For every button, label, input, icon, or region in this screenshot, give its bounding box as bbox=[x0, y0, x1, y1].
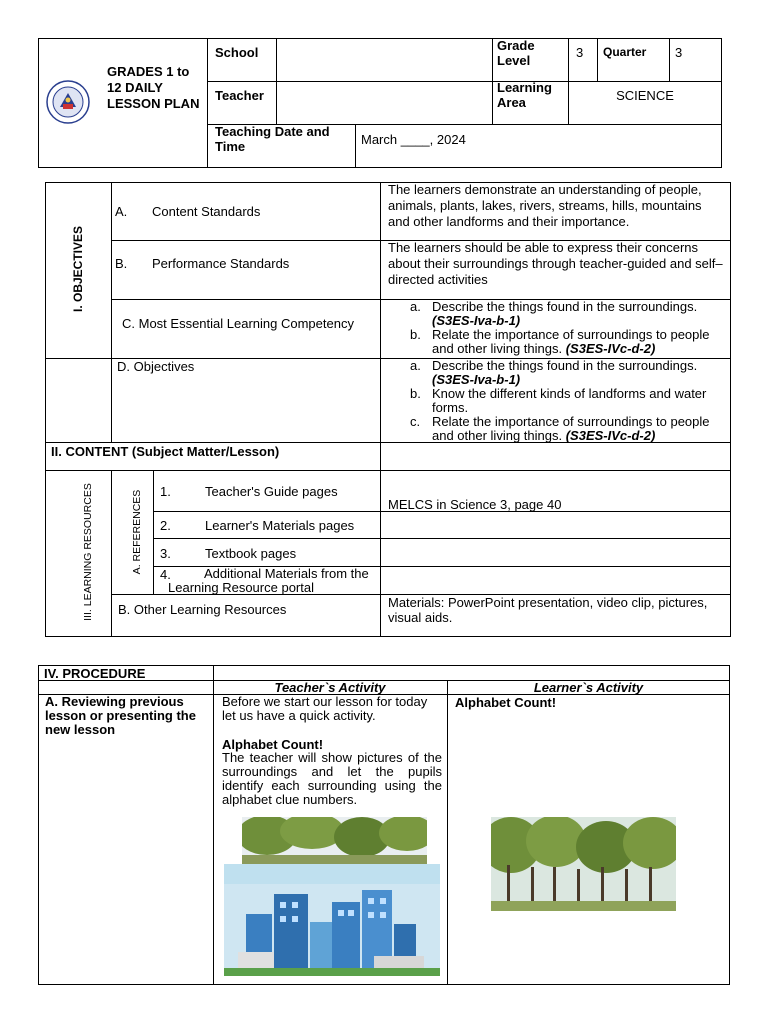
teaching-date-value: March ____, 2024 bbox=[361, 132, 466, 147]
other-resources-value: Materials: PowerPoint presentation, video clip, pictures, visual aids. bbox=[388, 595, 708, 625]
content-standards-marker: A. bbox=[115, 204, 128, 219]
ref-marker-1: 1. bbox=[160, 484, 171, 499]
city-picture bbox=[224, 864, 440, 976]
performance-standards-text: The learners should be able to express their concerns about their surroundings through teacher-guided and self–directed activities bbox=[388, 240, 723, 287]
table-divider bbox=[380, 182, 381, 637]
melc-list bbox=[410, 300, 728, 356]
objectives-d-label: D. Objectives bbox=[117, 359, 195, 374]
header-divider bbox=[276, 38, 277, 124]
learning-area-value: SCIENCE bbox=[616, 88, 674, 103]
table-divider bbox=[111, 182, 112, 442]
performance-standards-label: Performance Standards bbox=[152, 256, 290, 271]
content-label: II. CONTENT (Subject Matter/Lesson) bbox=[51, 444, 280, 459]
quarter-label: Quarter bbox=[603, 45, 647, 59]
trees-picture bbox=[242, 817, 427, 867]
header-divider bbox=[207, 38, 208, 168]
ref-marker-3: 3. bbox=[160, 546, 171, 561]
teacher-intro: Before we start our lesson for today let us have a quick activity. bbox=[222, 694, 428, 723]
content-standards-text: The learners demonstrate an understanding of people, animals, plants, lakes, rivers, streams, hills, mountains and other landforms and their importance. bbox=[388, 182, 702, 229]
procedure-label: IV. PROCEDURE bbox=[44, 666, 146, 681]
objective-item: a. Describe the things found in the surroundings. (S3ES-Iva-b-1) bbox=[410, 358, 698, 387]
header-divider bbox=[669, 38, 670, 81]
procedure-divider bbox=[213, 665, 214, 985]
learner-activity-header: Learner`s Activity bbox=[533, 680, 644, 695]
melc-label: C. Most Essential Learning Competency bbox=[122, 316, 354, 331]
header-divider bbox=[355, 124, 356, 168]
teacher-activity-header: Teacher`s Activity bbox=[274, 680, 386, 695]
ref-label-2: Learner's Materials pages bbox=[205, 518, 355, 533]
header-divider bbox=[207, 81, 722, 82]
ref-marker-4: 4. bbox=[160, 567, 171, 582]
table-divider bbox=[111, 470, 112, 637]
table-divider bbox=[153, 470, 154, 594]
header-divider bbox=[568, 38, 569, 124]
teaching-date-label: Teaching Date and Time bbox=[215, 124, 330, 154]
learning-resources-label: III. LEARNING RESOURCES bbox=[82, 483, 94, 621]
table-divider bbox=[153, 538, 731, 539]
other-resources-label: B. Other Learning Resources bbox=[118, 602, 287, 617]
content-standards-label: Content Standards bbox=[152, 204, 261, 219]
header-divider bbox=[492, 38, 493, 124]
ref-label-1: Teacher's Guide pages bbox=[205, 484, 338, 499]
header-divider bbox=[597, 38, 598, 81]
references-label: A. REFERENCES bbox=[131, 489, 143, 575]
melc-item: b. Relate the importance of surroundings to people and other living things. (S3ES-IVc-d-2) bbox=[410, 327, 710, 356]
learning-area-label: Learning Area bbox=[497, 80, 552, 110]
learner-activity-title: Alphabet Count! bbox=[455, 695, 557, 710]
objective-item: c. Relate the importance of surroundings to people and other living things. (S3ES-IVc-d-2) bbox=[410, 414, 710, 443]
ref-value-1: MELCS in Science 3, page 40 bbox=[388, 497, 562, 512]
grade-level-value: 3 bbox=[576, 45, 584, 60]
teacher-activity-title: Alphabet Count! bbox=[222, 737, 324, 752]
procedure-divider bbox=[447, 680, 448, 985]
teacher-label: Teacher bbox=[215, 88, 264, 103]
deped-seal-icon bbox=[46, 80, 90, 124]
table-divider bbox=[45, 470, 731, 471]
ref-label-3: Textbook pages bbox=[205, 546, 297, 561]
ref-label-4: Additional Materials from the Learning Resource portal bbox=[168, 566, 369, 595]
quarter-value: 3 bbox=[675, 45, 683, 60]
step-a-label: A. Reviewing previous lesson or presenting the new lesson bbox=[45, 694, 196, 737]
objectives-d-list bbox=[410, 359, 728, 443]
melc-item: a. Describe the things found in the surroundings. (S3ES-Iva-b-1) bbox=[410, 299, 698, 328]
performance-standards-marker: B. bbox=[115, 256, 128, 271]
teacher-activity-text: The teacher will show pictures of the surroundings and let the pupils identify each surrounding using the alphabet clue numbers. bbox=[222, 750, 442, 807]
objective-item: b. Know the different kinds of landforms and water forms. bbox=[410, 386, 707, 415]
park-picture bbox=[491, 817, 676, 911]
lesson-plan-title: GRADES 1 to 12 DAILY LESSON PLAN bbox=[107, 64, 200, 111]
school-label: School bbox=[215, 45, 259, 60]
ref-marker-2: 2. bbox=[160, 518, 171, 533]
objectives-section-label: I. OBJECTIVES bbox=[71, 225, 85, 313]
grade-level-label: Grade Level bbox=[497, 38, 535, 68]
